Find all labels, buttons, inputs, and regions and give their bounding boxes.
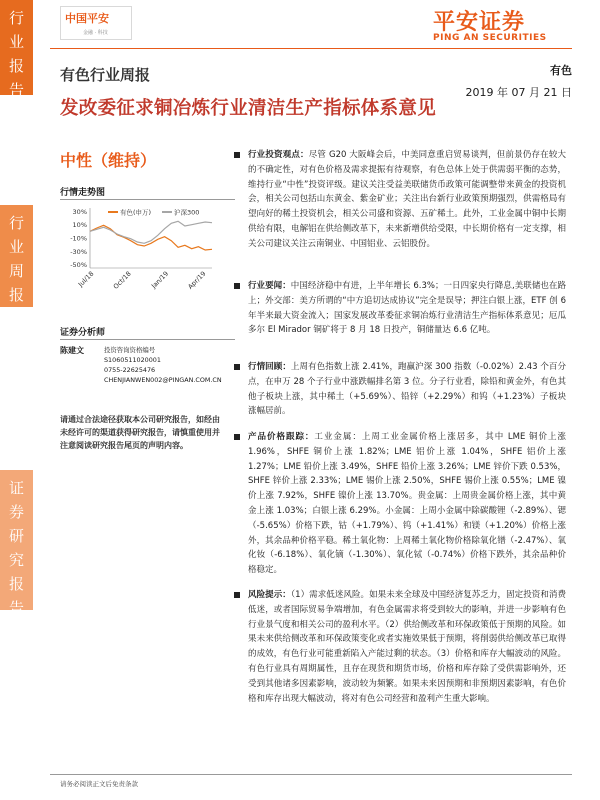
bullet-label: 风险提示： [248,590,291,600]
side-tab-char: 报 [8,57,24,75]
analyst-cert-number: S1060511020001 [104,356,161,364]
bullet-text: 工业金属：上周工业金属价格上涨居多，其中 LME 铜价上涨 1.96%，SHFE 铜价上涨 1.82%；LME 铝价上涨 1.04%，SHFE 铝价上涨 1.27%；LME 铅价上涨 3.49%，SHFE 铅价上涨 3.26%；LME 锌价下跌 0.53%，SHFE 锌价上涨 2.33%；LME 锡价上涨 2.50%，SHFE 锡价上涨 0.55%；LME 镍价上涨 7.92%，SHFE 镍价上涨 13.70%。贵金属：上周贵金属价格上涨，其中黄金上涨 1.03%；白银上涨 6.29%。小金属：上周小金属中除碳酸锂（-2.89%）、锶（-5.65%）价格下跌，钴（+1.79%）、钨（+1.41%）和镁（+1.20%）价格上涨外，其余品种价格平稳。稀土氧化物：上周稀土氧化物价格除氧化镨（-2.47%）、氧化钕（-6.18%）、氧化镝（-1.30%）、氧化铽（-0.74%）价格下跌外，其余品种价格稳定。 [248,432,566,576]
side-tab-char: 报 [8,286,24,304]
side-tab-char: 究 [8,551,24,569]
side-tab-char: 业 [8,33,24,51]
x-tick-label: Jan/19 [149,269,171,290]
rating: 中性（维持） [60,151,157,170]
y-tick-label: 30% [72,207,87,216]
side-tab-char: 券 [8,503,24,521]
logo-small-main: 中国平安 [65,12,109,25]
ping-an-securities-logo: 平安证券 [433,10,526,35]
side-tab-weekly [0,205,33,307]
analyst-heading: 证券分析师 [60,328,106,338]
analyst-name: 陈建文 [60,346,84,355]
side-tab-char: 业 [8,238,24,256]
sector-label: 有色 [550,64,572,77]
bullet-text: （1）需求低迷风险。如果未来全球及中国经济复苏乏力，固定投资和消费低迷，或者国际贸易争端增加，有色金属需求将受到较大的影响，并进一步影响有色行业景气度和相关公司的盈利水平。（2）供给侧改革和环保政策低于预期的风险。如果未来供给侧改革和环保政策变化或者实施效果低于预期，将削弱供给侧改革已取得的成效，有色行业可能重新陷入产能过剩的状态。（3）价格和库存大幅波动的风险。有色行业具有周期属性，且存在现货和期货市场，价格和库存除了受供需影响外，还受到其他诸多因素影响，波动较为频繁。如果未来因预期和非预期因素影响，有色价格和库存出现大幅波动，将对有色公司经营和盈利产生重大影响。 [248,590,566,704]
side-tab-report [0,0,33,99]
side-tab-char: 行 [8,214,24,232]
side-tab-char: 行 [8,9,24,27]
header-divider [50,48,572,49]
report-type: 有色行业周报 [60,66,151,84]
report-date: 2019 年 07 月 21 日 [465,86,572,99]
x-tick-label: Apr/19 [186,269,208,291]
analyst-phone: 0755-22625476 [104,366,156,374]
bullet-price-tracking [248,430,566,578]
series-line-2 [90,221,212,243]
analyst-email[interactable]: CHENJIANWEN002@PINGAN.COM.CN [104,376,222,384]
analyst-divider [60,339,235,340]
disclaimer: 请通过合法途径获取本公司研究报告，如经由未经许可的渠道获得研究报告，请慎重使用并注意阅读研究报告尾页的声明内容。 [60,415,220,450]
side-tab-char: 告 [8,599,24,617]
y-tick-label: 10% [72,221,87,230]
chart-title: 行情走势图 [60,188,106,198]
side-tab-char: 报 [8,575,24,593]
chart-divider [60,199,235,200]
analyst-info [104,345,224,385]
x-tick-label: Jul/18 [76,269,96,289]
bullet-label: 行情回顾： [248,362,291,372]
bullet-news [248,279,566,338]
bullet-text: 上周有色指数上涨 2.41%，跑赢沪深 300 指数（-0.02%）2.43 个百分点，在申万 28 个子行业中涨跌幅排名第 3 位。分子行业看，除铅和黄金外，有色其他子板块上涨，其中稀土（+5.69%）、铅锌（+2.29%）和钨（+1.23%）子板块涨幅居前。 [248,362,566,417]
bullet-text: 中国经济稳中有进，上半年增长 6.3%；一日四家央行降息,美联储也在路上；外交部：美方所谓的“中方追切达成协议”完全是误导；押注白银上涨，ETF 创 6 年半来最大资金流入；国家发展改革委征求铜冶炼行业清洁生产指标体系意见；厄瓜多尔 El Mirador 铜矿将于 8 月 18 日投产，铜储量达 6.6 亿吨。 [248,281,566,336]
bullet-label: 行业投资观点： [248,150,309,160]
footer-text: 请务必阅读正文后免责条款 [60,780,138,788]
side-tab-char: 研 [8,527,24,545]
bullet-risk [248,588,566,706]
ping-an-group-logo [60,6,132,40]
bullet-text: 尽管 G20 大阪峰会后，中美同意重启贸易谈判，但前景仍存在较大的不确定性，对有色价格及需求提振有待观察，有色总体上处于供需弱平衡的态势，维持行业“中性”投资评级。建议关注受益美联储货币政策可能调整带来黄金的投资机会，相关公司包括山东黄金、紫金矿业；关注出台新行业政策预期强烈，供需格局有望向好的稀土投资机会，相关公司盛和资源、五矿稀土。此外，工业金属中铜中长期供给有限，电解铝在供给侧改革下，未来新增供给受限，中长期价格有一定支撑，相关公司建议关注云南铜业、中国铝业、云铝股份。 [248,150,566,249]
side-tab-research [0,470,33,617]
ping-an-securities-logo-en: PING AN SECURITIES [433,33,547,43]
footer-divider [50,774,572,775]
bullet-market-review [248,360,566,419]
x-tick-label: Oct/18 [111,269,133,291]
bullet-label: 行业要闻： [248,281,291,291]
y-tick-label: -30% [70,247,87,256]
side-tab-char: 证 [8,479,24,497]
legend-label: 有色(申万) [120,208,152,217]
analyst-cert-label: 投资咨询资格编号 [104,346,156,354]
y-tick-label: -10% [70,234,87,243]
performance-chart [60,202,230,302]
bullet-label: 产品价格跟踪： [248,432,315,442]
side-tab-char: 周 [8,262,24,280]
side-tab-char: 告 [8,81,24,99]
page-title: 发改委征求铜冶炼行业清洁生产指标体系意见 [60,98,437,119]
bullet-investment-view [248,148,566,252]
legend-label: 沪深300 [174,208,200,217]
logo-small-sub: 金融 · 科技 [83,30,108,36]
y-tick-label: -50% [70,261,87,270]
